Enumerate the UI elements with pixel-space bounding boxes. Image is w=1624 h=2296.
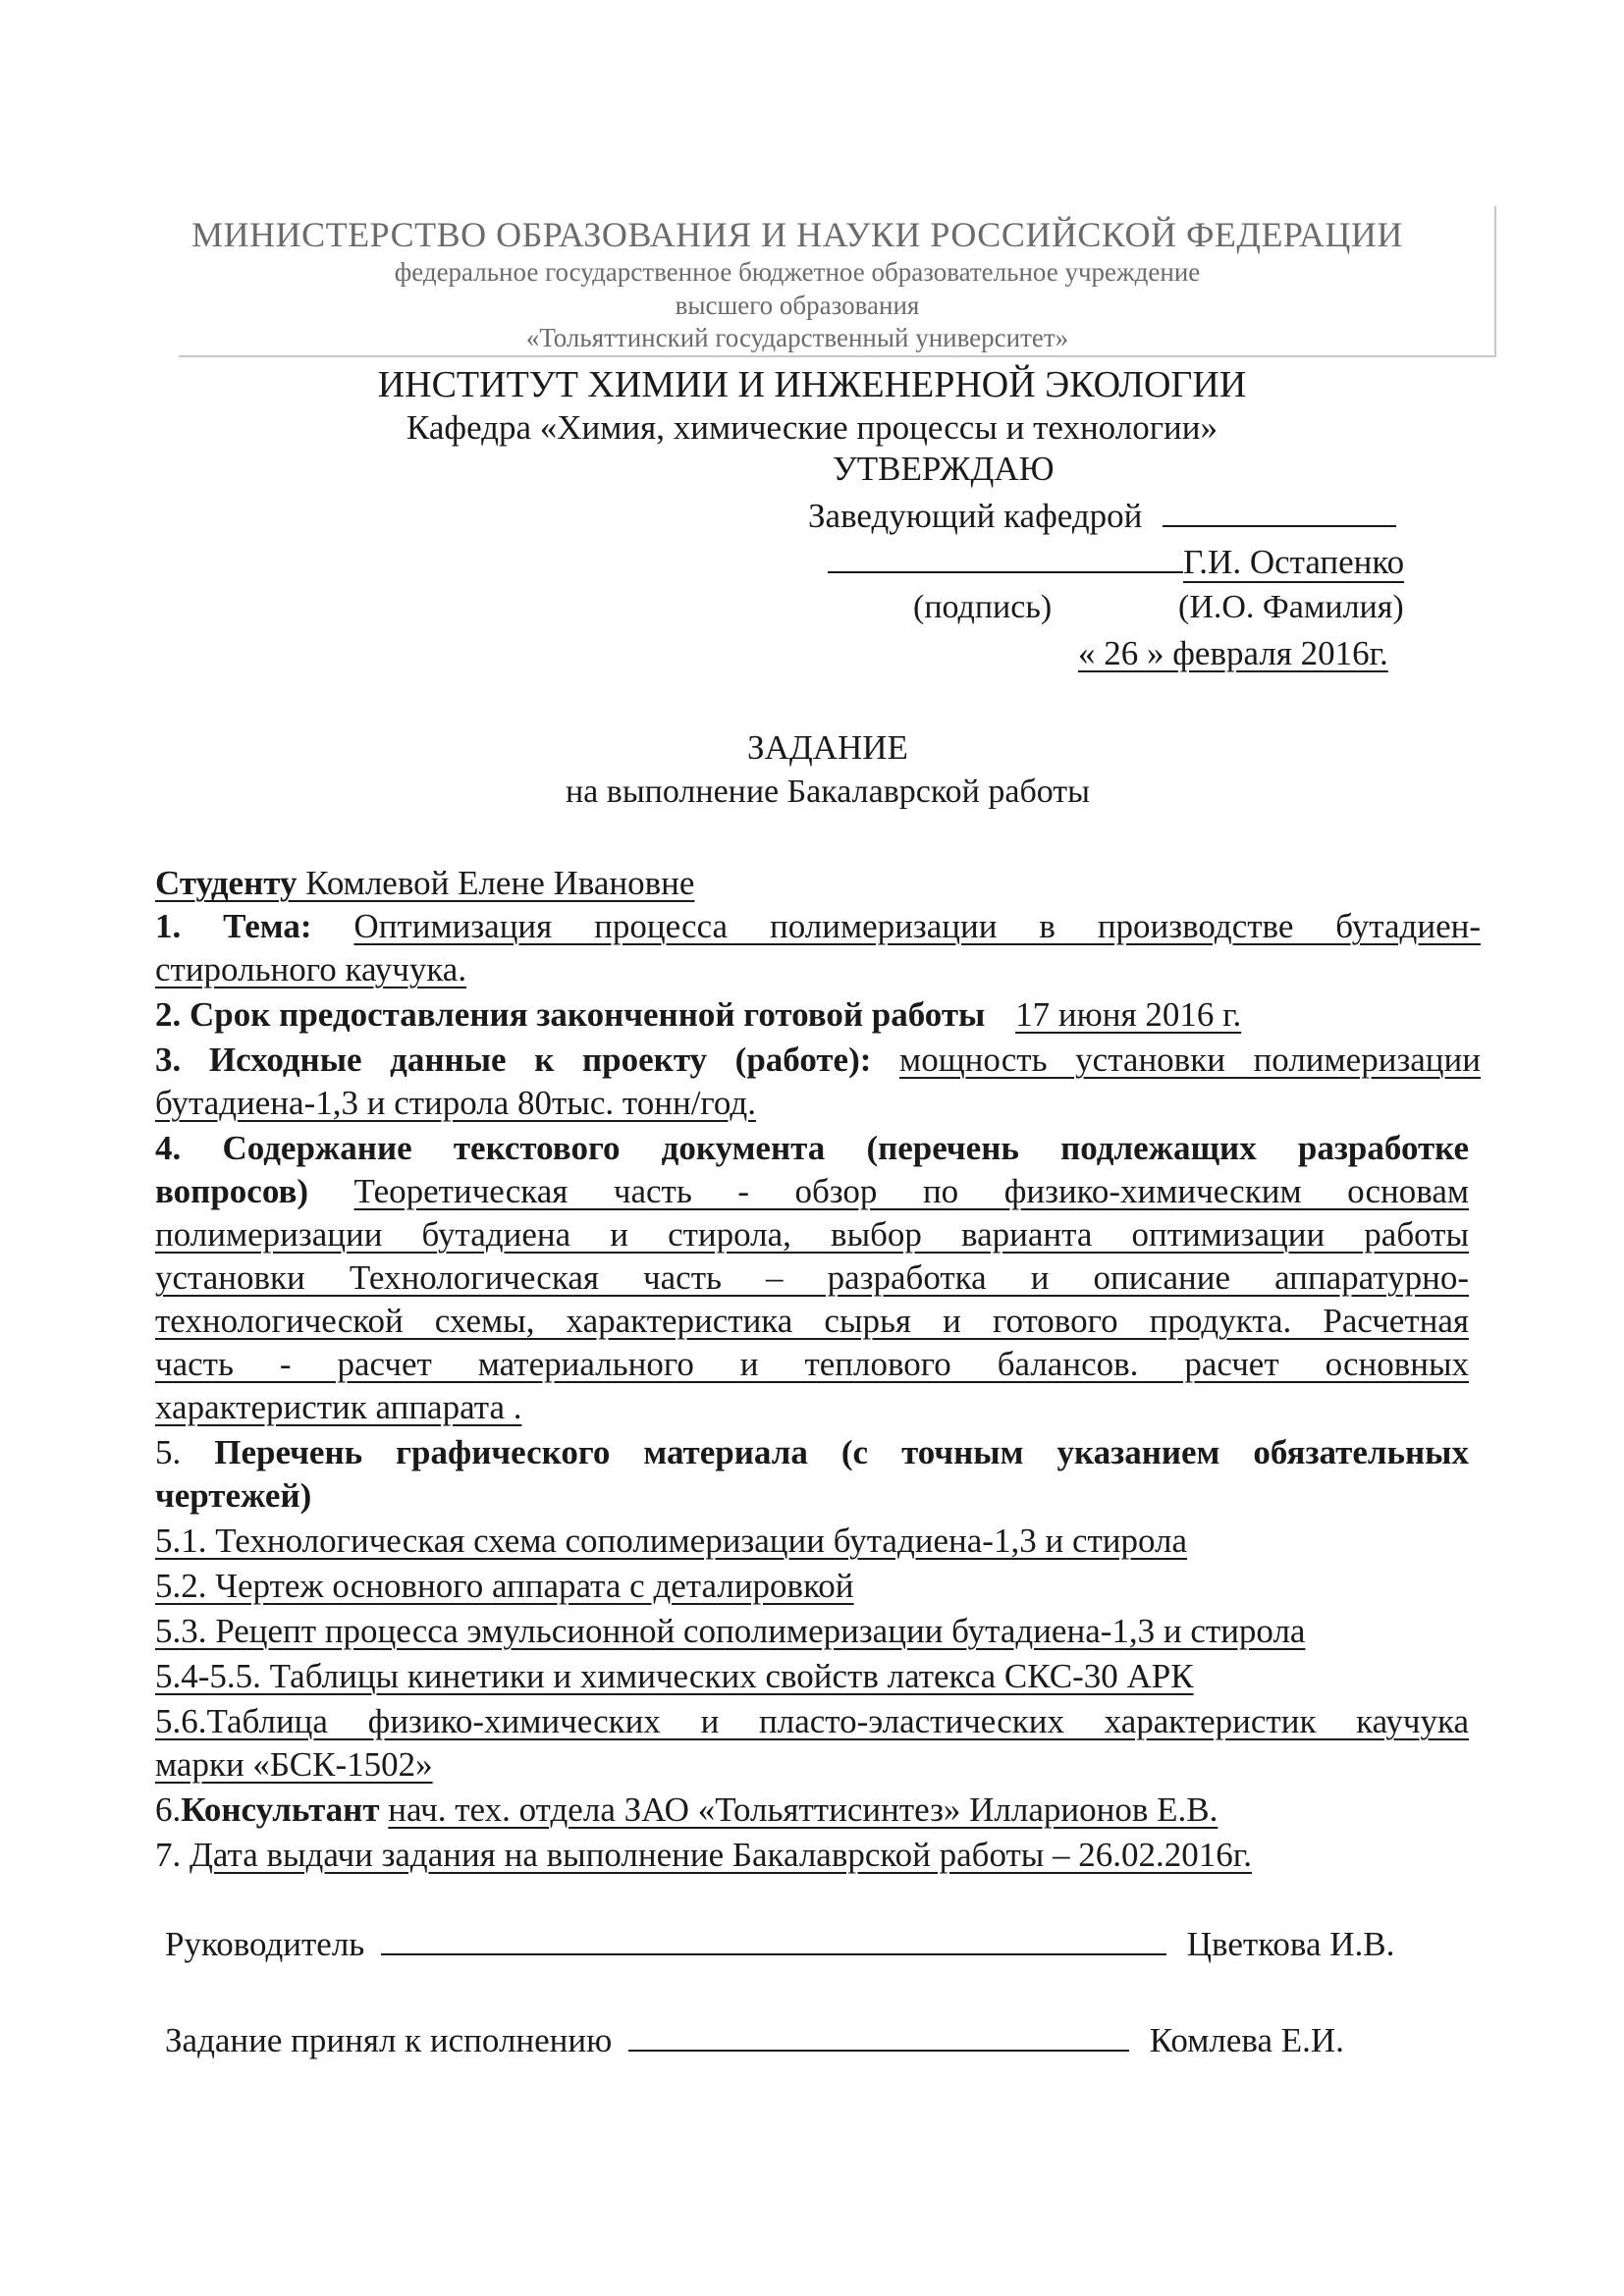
content-label-line1: 4. Содержание текстового документа (перечень подлежащих разработке [155,1129,1469,1167]
graphics-item: 5.6.Таблица физико-химических и пласто-эластических характеристик каучука [155,1702,1469,1740]
university-name: «Тольяттинский государственный университет» [525,323,1069,352]
topic-row [155,905,1481,948]
university-header [179,206,1496,357]
head-of-department-label: Заведующий кафедрой [808,497,1143,535]
accepted-label: Задание принял к исполнению [165,2021,613,2059]
topic-text-line1: Оптимизация процесса полимеризации в производстве бутадиен- [353,907,1481,945]
institute-name: ИНСТИТУТ ХИМИИ И ИНЖЕНЕРНОЙ ЭКОЛОГИИ [377,364,1247,405]
graphics-item: 5.3. Рецепт процесса эмульсионной сополимеризации бутадиена-1,3 и стирола [155,1612,1306,1650]
graphics-item: 5.2. Чертеж основного аппарата с деталировкой [155,1567,854,1605]
topic-label: 1. Тема: [155,907,312,945]
deadline-value: 17 июня 2016 г. [1015,995,1242,1034]
education-level: высшего образования [675,291,920,320]
graphics-item: марки «БСК-1502» [155,1745,433,1784]
accepted-row [165,2020,1344,2060]
deadline-row [155,993,1241,1037]
assignment-subtitle: на выполнение Бакалаврской работы [565,774,1090,810]
content-label-line2: вопросов) [155,1172,309,1210]
deadline-label: 2. Срок предоставления законченной готовой работы [155,995,986,1034]
head-signature-line [1163,496,1396,527]
consultant-label: Консультант [181,1790,380,1829]
content-text-line1: Теоретическая часть - обзор по физико-химическим основам [353,1172,1469,1210]
initial-data-line1: мощность установки полимеризации [899,1041,1481,1079]
initial-data-label: 3. Исходные данные к проекту (работе): [155,1041,872,1079]
head-name-line [828,542,1183,573]
student-name: Комлевой Елене Ивановне [297,864,695,902]
initial-data-row [155,1039,1481,1082]
approval-title: УТВЕРЖДАЮ [833,450,1055,488]
head-name: Г.И. Остапенко [1183,543,1405,581]
content-text-line2: полимеризации бутадиена и стирола, выбор варианта оптимизации работы [155,1215,1469,1254]
content-text-line6: характеристик аппарата . [155,1388,522,1426]
consultant-value: нач. тех. отдела ЗАО «Тольяттисинтез» Илларионов Е.В. [388,1790,1218,1829]
supervisor-name: Цветкова И.В. [1186,1925,1395,1963]
supervisor-signature-line [381,1924,1166,1955]
supervisor-label: Руководитель [165,1925,365,1963]
student-label: Студенту [155,864,298,902]
issue-number: 7. [155,1836,182,1874]
graphics-item: 5.1. Технологическая схема сополимеризации бутадиена-1,3 и стирола [155,1522,1188,1560]
issue-date-row [155,1834,1252,1877]
name-caption: (И.О. Фамилия) [1178,589,1404,625]
consultant-row [155,1789,1218,1832]
content-text-line4: технологической схемы, характеристика сырья и готового продукта. Расчетная [155,1302,1469,1340]
supervisor-row [165,1924,1394,1964]
student-row [155,862,694,905]
institution-type: федеральное государственное бюджетное образовательное учреждение [394,257,1201,287]
accepted-name: Комлева Е.И. [1149,2021,1344,2059]
assignment-title: ЗАДАНИЕ [747,728,908,767]
ministry-name: МИНИСТЕРСТВО ОБРАЗОВАНИЯ И НАУКИ РОССИЙСКОЙ ФЕДЕРАЦИИ [191,215,1403,254]
issue-date-value: Дата выдачи задания на выполнение Бакалаврской работы – 26.02.2016г. [189,1836,1252,1874]
signature-caption: (подпись) [913,589,1053,625]
graphics-label-line1: Перечень графического материала (с точным указанием обязательных [214,1433,1469,1471]
content-text-line3: установки Технологическая часть – разработка и описание аппаратурно- [155,1258,1469,1297]
approval-date: « 26 » февраля 2016г. [1078,634,1388,672]
head-name-row [828,542,1404,582]
content-text-line5: часть - расчет материального и теплового балансов. расчет основных [155,1345,1469,1383]
content-row [155,1170,1469,1213]
initial-data-line2: бутадиена-1,3 и стирола 80тыс. тонн/год. [155,1084,756,1122]
department-name: Кафедра «Химия, химические процессы и технологии» [406,408,1218,447]
topic-text-line2: стирольного каучука. [155,950,467,988]
accepted-signature-line [628,2020,1129,2052]
graphics-label-row [155,1431,1469,1474]
graphics-item: 5.4-5.5. Таблицы кинетики и химических свойств латекса СКС-30 АРК [155,1657,1194,1695]
graphics-number: 5. [155,1433,182,1471]
graphics-label-line2: чертежей) [155,1476,312,1515]
consultant-number: 6. [155,1790,182,1829]
approval-head-row [808,496,1396,536]
